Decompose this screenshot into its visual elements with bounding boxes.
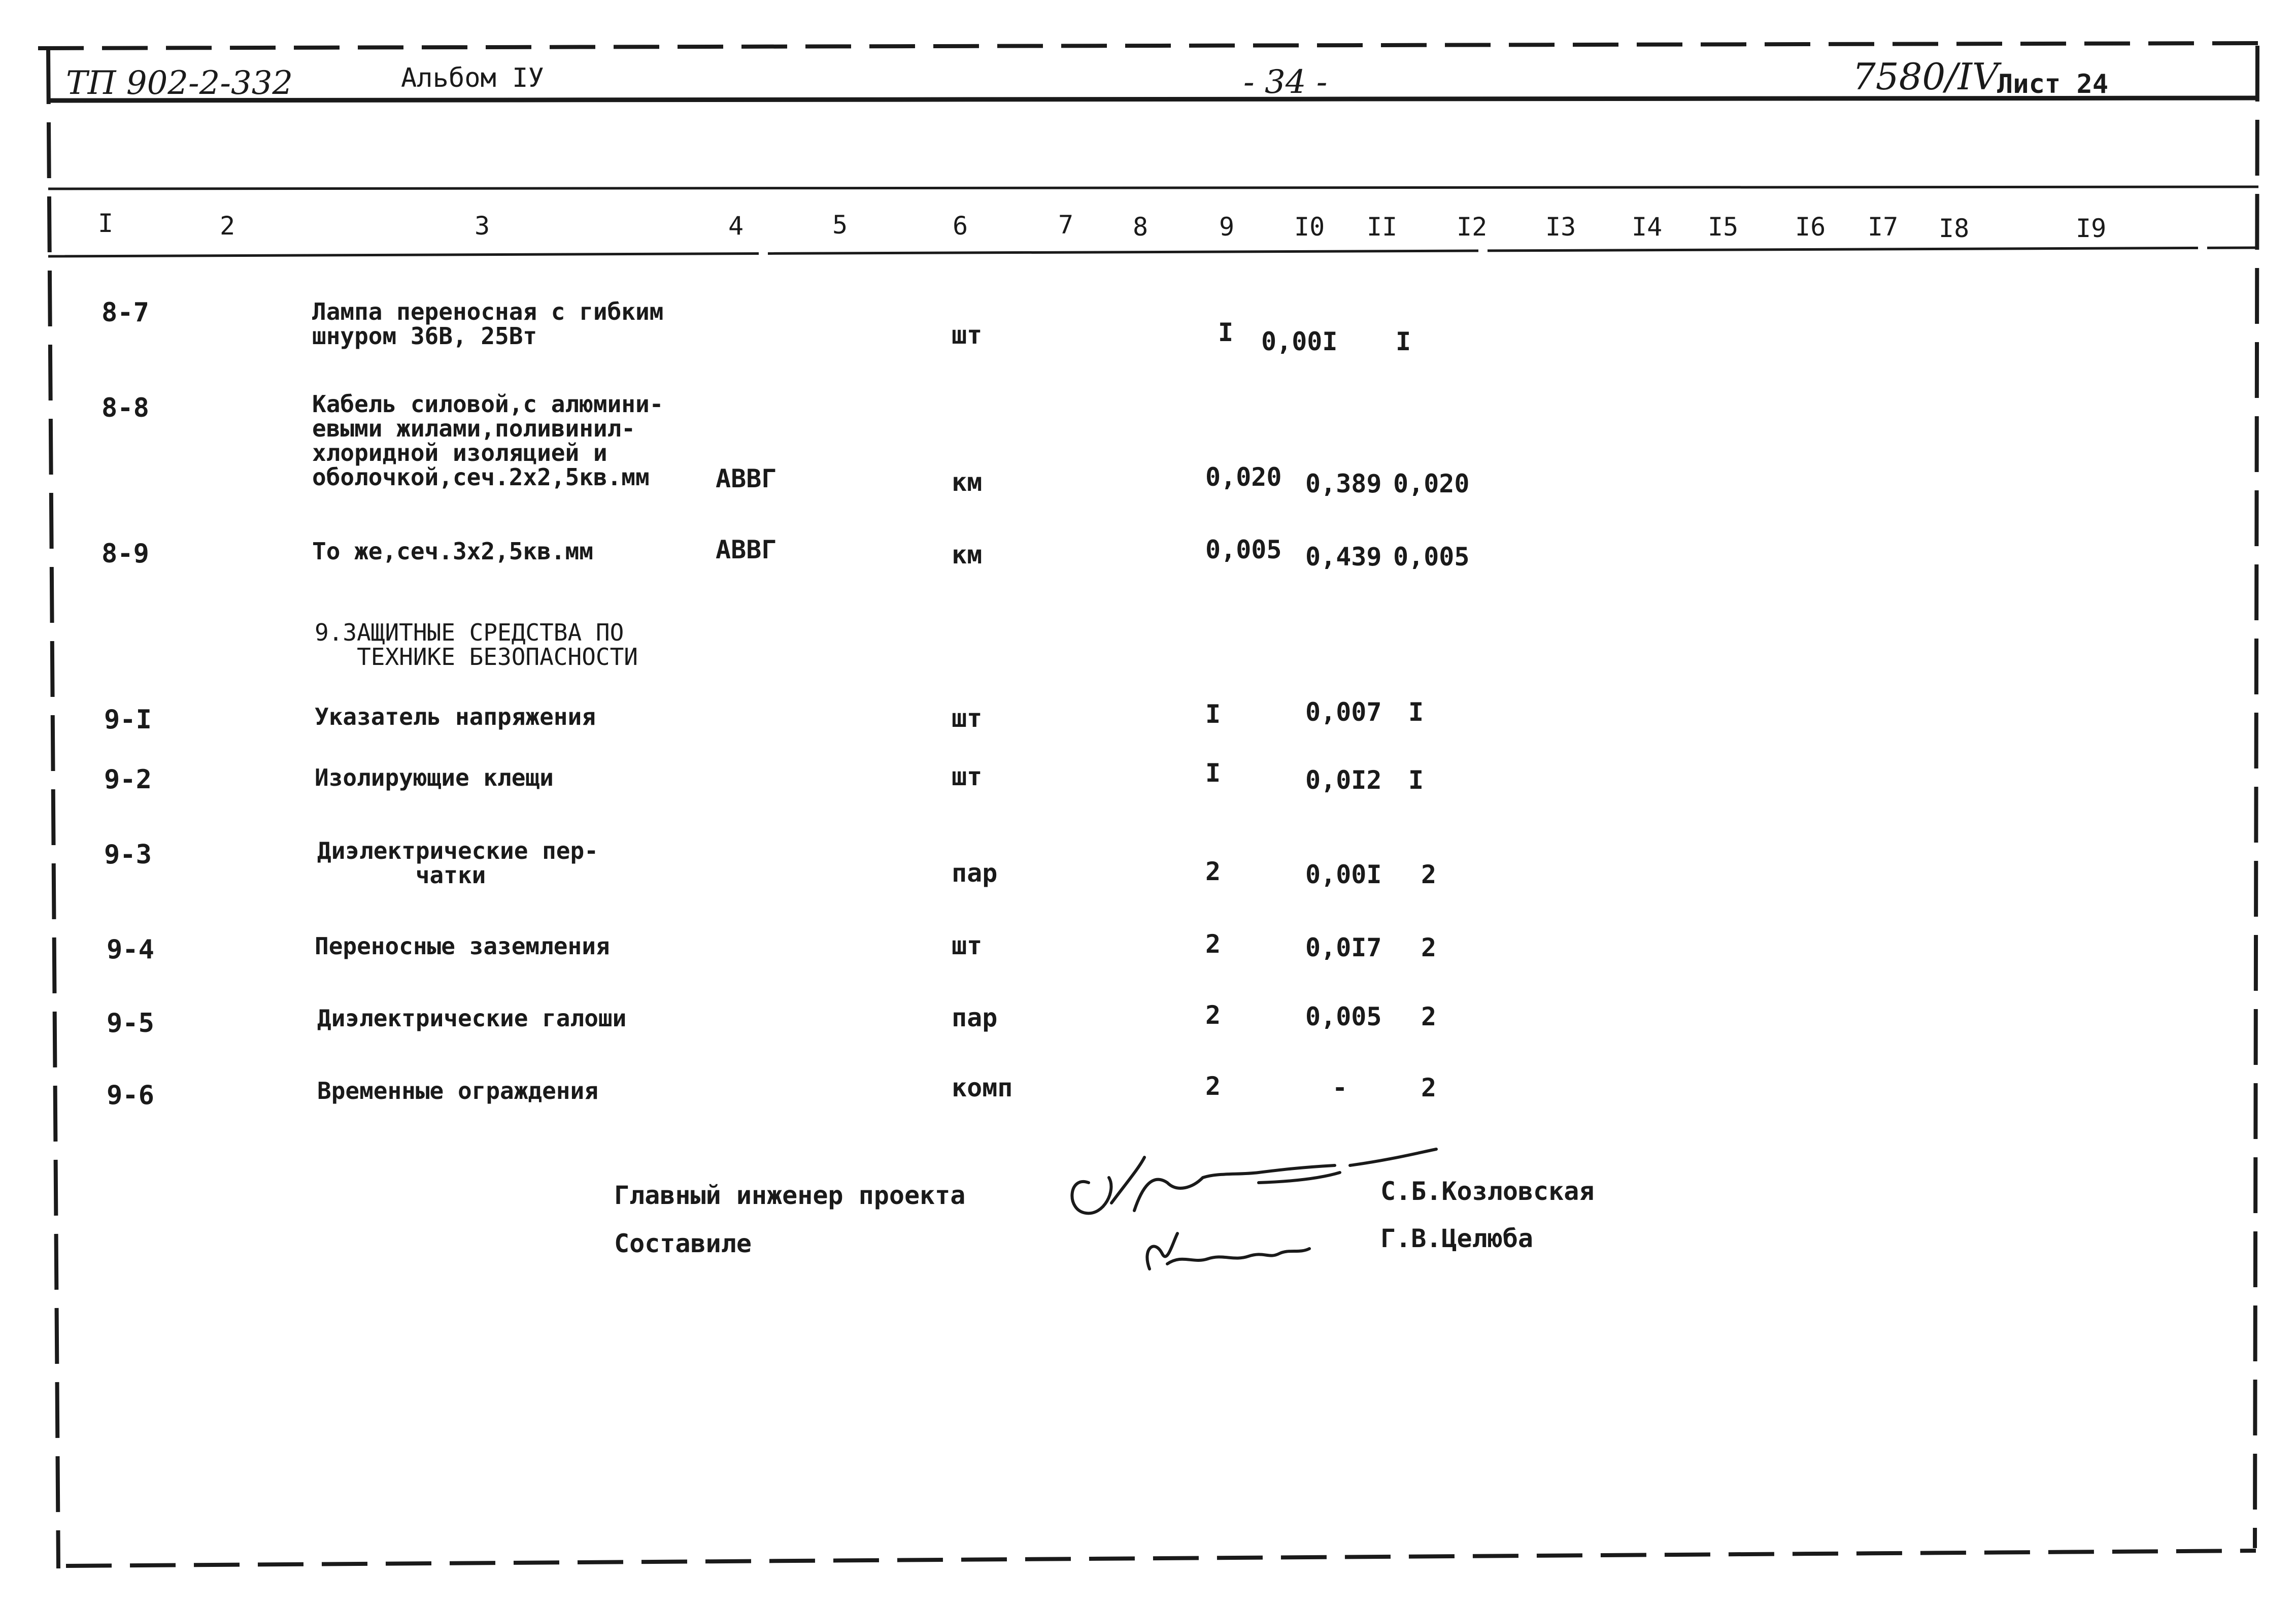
row-mass: 0,0I7 (1305, 933, 1382, 962)
chief-engineer-label: Главный инженер проекта (614, 1181, 966, 1210)
row-mass: 0,00I (1261, 327, 1338, 356)
row-total: 2 (1421, 1002, 1437, 1031)
row-name: Лампа переносная с гибким шнуром 36В, 25Вт (312, 298, 664, 350)
row-qty: I (1218, 318, 1234, 347)
row-mass: 0,0I2 (1305, 765, 1382, 795)
signature-compiler (1147, 1233, 1309, 1269)
row-unit: км (952, 467, 983, 497)
column-number: 7 (1058, 210, 1074, 240)
compiled-by-name: Г.В.Целюба (1380, 1224, 1534, 1253)
header-rule (48, 98, 2258, 101)
sheet-number: Лист 24 (1997, 69, 2109, 99)
column-number: 9 (1219, 212, 1235, 242)
row-mass: 0,389 (1305, 469, 1382, 498)
row-code: 8-8 (102, 393, 149, 423)
row-mass: 0,439 (1305, 542, 1382, 572)
row-unit: пар (952, 858, 998, 888)
row-code: 8-7 (102, 297, 149, 328)
row-unit: шт (952, 320, 983, 350)
row-unit: шт (952, 704, 983, 733)
row-qty: 2 (1205, 929, 1221, 959)
row-code: 9-2 (104, 764, 152, 795)
row-total: 0,005 (1393, 542, 1470, 572)
row-mass: 0,005 (1305, 1002, 1382, 1031)
column-number: 6 (953, 211, 968, 241)
row-code: 9-I (104, 705, 152, 735)
row-total: I (1408, 697, 1424, 727)
row-name: Указатель напряжения (315, 703, 596, 730)
row-qty: I (1205, 758, 1221, 788)
compiled-by-label: Составиле (614, 1229, 752, 1258)
row-total: 2 (1421, 860, 1437, 889)
page-number: - 34 - (1243, 63, 1328, 101)
column-number: I7 (1868, 212, 1899, 242)
row-name: Диэлектрические галоши (317, 1005, 627, 1032)
row-name: Диэлектрические пер- чатки (317, 837, 598, 889)
row-code: 8-9 (102, 539, 149, 569)
album-label: Альбом IУ (401, 63, 544, 93)
row-mark: АВВГ (716, 464, 777, 493)
row-total: I (1408, 765, 1424, 795)
row-mark: АВВГ (716, 535, 777, 564)
row-total: I (1396, 327, 1411, 356)
row-qty: I (1205, 699, 1221, 729)
row-code: 9-4 (107, 934, 154, 965)
row-qty: 0,005 (1205, 535, 1282, 564)
column-number: I3 (1545, 212, 1576, 242)
column-number: I (98, 209, 114, 238)
column-number: I6 (1795, 212, 1826, 242)
row-unit: пар (952, 1003, 998, 1032)
border-top (38, 43, 2258, 48)
column-number: 8 (1133, 212, 1149, 242)
column-number: I8 (1939, 214, 1970, 243)
row-code: 9-3 (104, 840, 152, 870)
row-qty: 0,020 (1205, 462, 1282, 492)
column-number: 5 (832, 210, 848, 240)
inventory-number: 7580/IV (1852, 55, 1999, 98)
row-mass: 0,007 (1305, 697, 1382, 727)
row-name: Переносные заземления (315, 932, 610, 960)
row-unit: шт (952, 762, 983, 791)
row-mass: 0,00I (1305, 860, 1382, 889)
column-number: I2 (1457, 212, 1488, 242)
column-number: I5 (1708, 212, 1739, 242)
row-total: 2 (1421, 933, 1437, 962)
row-code: 9-5 (107, 1008, 154, 1039)
row-qty: 2 (1205, 1072, 1221, 1101)
row-qty: 2 (1205, 857, 1221, 886)
chief-engineer-name: С.Б.Козловская (1380, 1177, 1595, 1206)
border-right (2255, 46, 2257, 1548)
column-number: I4 (1632, 212, 1663, 242)
column-number: 4 (728, 211, 744, 241)
row-name: То же,сеч.3х2,5кв.мм (312, 538, 593, 565)
row-total: 2 (1421, 1073, 1437, 1102)
column-number: 2 (220, 211, 235, 241)
row-mass: - (1332, 1073, 1348, 1102)
table-head-rule (48, 248, 2258, 256)
row-name: Изолирующие клещи (315, 764, 554, 791)
border-bottom (66, 1551, 2256, 1566)
column-number: II (1367, 212, 1398, 242)
row-total: 0,020 (1393, 469, 1470, 498)
row-name: Кабель силовой,с алюмини- евыми жилами,поливинил- хлоридной изоляцией и оболочкой,сеч.2х2,5кв.мм (312, 390, 664, 491)
row-qty: 2 (1205, 1000, 1221, 1030)
row-unit: комп (952, 1073, 1013, 1102)
column-number: 3 (475, 211, 490, 241)
border-left (48, 48, 58, 1568)
row-unit: шт (952, 931, 983, 960)
row-name: Временные ограждения (317, 1077, 598, 1104)
section-heading: 9.ЗАЩИТНЫЕ СРЕДСТВА ПО ТЕХНИКЕ БЕЗОПАСНОСТИ (315, 619, 638, 671)
table-top-rule (48, 187, 2258, 189)
row-code: 9-6 (107, 1080, 154, 1111)
project-code: ТП 902-2-332 (66, 64, 293, 102)
column-number: I9 (2076, 214, 2107, 243)
column-number: I0 (1294, 212, 1325, 242)
row-unit: км (952, 540, 983, 570)
